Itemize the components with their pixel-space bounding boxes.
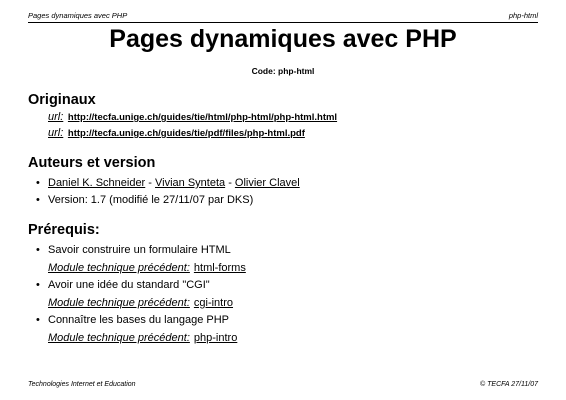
section-heading-originaux: Originaux [28,92,96,108]
prerequis-text: Avoir une idée du standard "CGI" [48,279,210,291]
url-row-pdf [48,127,305,140]
authors-list-item [36,177,300,190]
author-link-schneider[interactable]: Daniel K. Schneider [48,177,146,189]
bullet-icon: • [36,279,40,291]
footer-copyright: © TECFA 27/11/07 [480,381,538,388]
module-label: Module technique précédent: [48,262,190,274]
bullet-icon: • [36,177,40,189]
author-link-clavel[interactable]: Olivier Clavel [234,177,300,189]
prerequis-text: Savoir construire un formulaire HTML [48,244,231,256]
module-link-cgi-intro[interactable]: cgi-intro [193,297,234,309]
section-heading-auteurs: Auteurs et version [28,155,156,171]
section-heading-prerequis: Prérequis: [28,222,100,238]
bullet-icon: • [36,314,40,326]
prerequis-text: Connaître les bases du langage PHP [48,314,230,326]
bullet-icon: • [36,194,40,206]
prerequis-list-item [36,314,229,327]
bullet-icon: • [36,244,40,256]
header-code: php-html [508,11,538,20]
header-title: Pages dynamiques avec PHP [28,11,128,20]
footer-course: Technologies Internet et Education [28,381,136,388]
module-reference [48,332,237,345]
author-separator: - [225,177,235,189]
page-code: Code: php-html [251,66,315,76]
author-separator: - [145,177,156,189]
url-link-html[interactable]: http://tecfa.unige.ch/guides/tie/html/php-html/php-html.html [67,112,338,123]
running-header [28,10,538,23]
module-label: Module technique précédent: [48,297,190,309]
module-link-html-forms[interactable]: html-forms [193,262,246,274]
url-label: url: [48,127,64,139]
page-title: Pages dynamiques avec PHP [109,25,457,53]
version-text: Version: 1.7 (modifié le 27/11/07 par DKS) [48,194,254,206]
module-reference [48,262,246,275]
version-list-item [36,194,253,207]
url-link-pdf[interactable]: http://tecfa.unige.ch/guides/tie/pdf/files/php-html.pdf [67,128,305,139]
url-label: url: [48,111,64,123]
prerequis-list-item [36,279,210,292]
module-label: Module technique précédent: [48,332,190,344]
module-reference [48,297,233,310]
author-link-synteta[interactable]: Vivian Synteta [155,177,226,189]
url-row-html [48,111,337,124]
module-link-php-intro[interactable]: php-intro [193,332,238,344]
prerequis-list-item [36,244,231,257]
